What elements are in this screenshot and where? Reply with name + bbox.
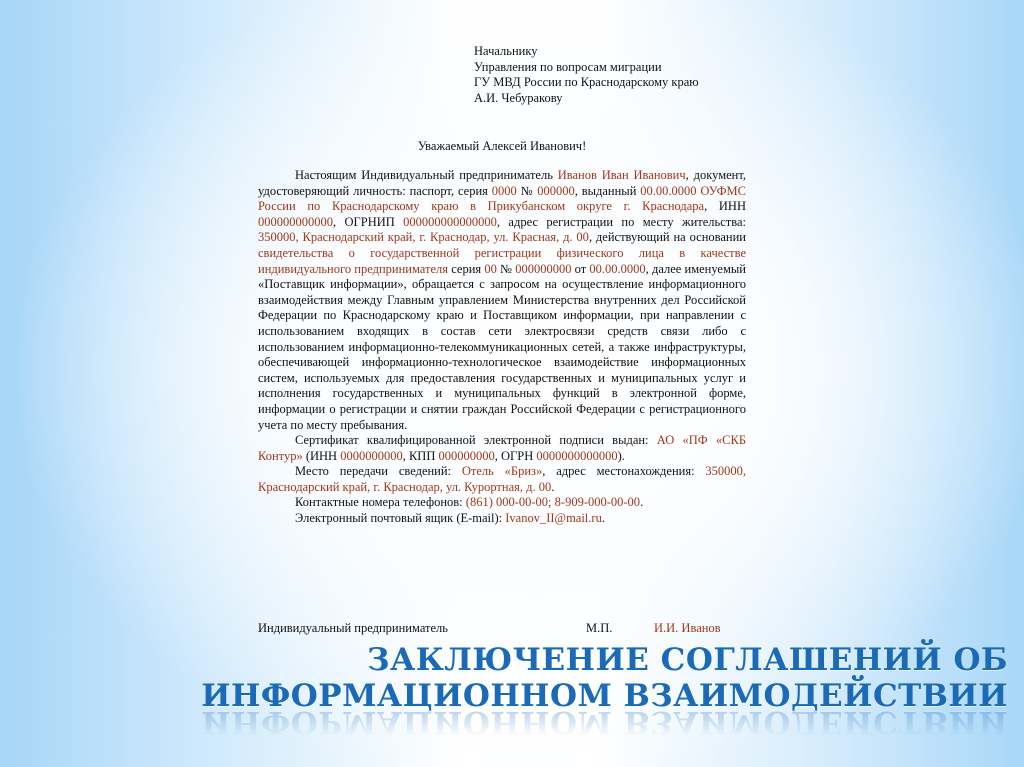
text: . bbox=[601, 511, 605, 526]
title-line-2: ИНФОРМАЦИОННОМ ВЗАИМОДЕЙСТВИИ bbox=[201, 678, 1008, 714]
addressee-line: Начальнику bbox=[474, 44, 538, 58]
text: Электронный почтовый ящик (E-mail): bbox=[295, 511, 506, 526]
hotel-name: Отель «Бриз» bbox=[461, 464, 543, 479]
certificate-date: 00.00.0000 bbox=[589, 261, 646, 276]
certificate-issuer: АО «ПФ «СКБ Контур» bbox=[258, 433, 747, 463]
text: , КПП bbox=[402, 448, 439, 463]
text: , ИНН bbox=[704, 199, 746, 214]
salutation: Уважаемый Алексей Иванович! bbox=[417, 139, 587, 153]
email-address: Ivanov_II@mail.ru bbox=[505, 511, 602, 526]
text: Настоящим Индивидуальный предприниматель bbox=[295, 168, 558, 182]
certificate-series: 00 bbox=[484, 261, 497, 276]
signatory-name: И.И. Иванов bbox=[654, 621, 721, 635]
text: , ОГРН bbox=[494, 448, 537, 463]
inn-value: 000000000000 bbox=[258, 214, 333, 229]
certificate-number: 000000000 bbox=[515, 261, 572, 276]
text: , адрес местонахождения: bbox=[542, 464, 706, 479]
text: Место передачи сведений: bbox=[295, 464, 462, 479]
addressee-line: ГУ МВД России по Краснодарскому краю bbox=[474, 75, 699, 89]
letter-body bbox=[258, 168, 746, 527]
stamp-placeholder: М.П. bbox=[586, 621, 613, 635]
paragraph-request bbox=[258, 168, 746, 433]
registration-address: 350000, Краснодарский край, г. Краснодар, ул. Красная, д. 00 bbox=[258, 230, 589, 245]
phone-numbers: (861) 000-00-00; 8-909-000-00-00 bbox=[465, 495, 641, 510]
issuer-kpp: 000000000 bbox=[438, 448, 495, 463]
addressee-block bbox=[474, 44, 699, 106]
issuer-ogrn: 0000000000000 bbox=[536, 448, 618, 463]
text: , ОГРНИП bbox=[333, 214, 404, 229]
slide-title bbox=[201, 642, 1008, 714]
text: Контактные номера телефонов: bbox=[295, 495, 466, 510]
text: ). bbox=[617, 448, 625, 463]
paragraph-phones bbox=[258, 495, 746, 511]
hotel-address: 350000, Краснодарский край, г. Краснодар, ул. Курортная, д. 00 bbox=[258, 464, 747, 494]
addressee-line: Управления по вопросам миграции bbox=[474, 59, 662, 74]
text: серия bbox=[448, 261, 485, 276]
issuer-inn: 0000000000 bbox=[340, 448, 403, 463]
paragraph-email bbox=[258, 511, 746, 527]
text: (ИНН bbox=[302, 448, 341, 463]
text: , выданный bbox=[574, 183, 641, 198]
paragraph-signature-certificate bbox=[258, 433, 746, 464]
text: , далее именуемый «Поставщик информации», обращается с запросом на осуществление информационного взаимодействия между Главным управлением Министерства внутренних дел Российской Федерации по Краснодарскому краю и Поставщиком информации, при направлении с использованием входящих в состав сети электросвязи средств связи либо с использованием информационно-телекоммуникационных сетей, а также инфраструктуры, обеспечивающей информационно-технологическое взаимодействие информационных систем, используемых для предоставления государственных и муниципальных услуг и исполнения государственных и муниципальных функций в электронной форме, информации о регистрации и снятии граждан Российской Федерации с регистрационного учета по месту пребывания. bbox=[258, 261, 746, 432]
text: № bbox=[496, 261, 516, 276]
passport-number: 000000 bbox=[537, 183, 575, 198]
paragraph-transfer-place bbox=[258, 464, 746, 495]
certificate-name: свидетельства о государственной регистрации физического лица в качестве индивидуального предпринимателя bbox=[258, 245, 746, 276]
passport-issuer: 00.00.0000 ОУФМС России по Краснодарскому краю в Прикубанском округе г. Краснодара bbox=[258, 183, 746, 214]
text: № bbox=[516, 183, 538, 198]
passport-series: 0000 bbox=[491, 183, 517, 198]
text: . bbox=[551, 479, 555, 494]
addressee-line: А.И. Чебуракову bbox=[474, 90, 563, 105]
text: , адрес регистрации по месту жительства: bbox=[496, 214, 746, 229]
entrepreneur-name: Иванов Иван Иванович bbox=[557, 168, 686, 182]
signature-role: Индивидуальный предприниматель bbox=[258, 621, 448, 635]
title-line-1: ЗАКЛЮЧЕНИЕ СОГЛАШЕНИЙ ОБ bbox=[367, 642, 1008, 678]
text: от bbox=[571, 261, 590, 276]
ogrnip-value: 000000000000000 bbox=[403, 214, 497, 229]
signature-line bbox=[258, 621, 746, 637]
text: , действующий на основании bbox=[588, 230, 746, 245]
text: , документ, удостоверяющий личность: паспорт, серия bbox=[258, 168, 746, 198]
text: Сертификат квалифицированной электронной подписи выдан: bbox=[295, 433, 657, 448]
text: . bbox=[640, 495, 644, 510]
